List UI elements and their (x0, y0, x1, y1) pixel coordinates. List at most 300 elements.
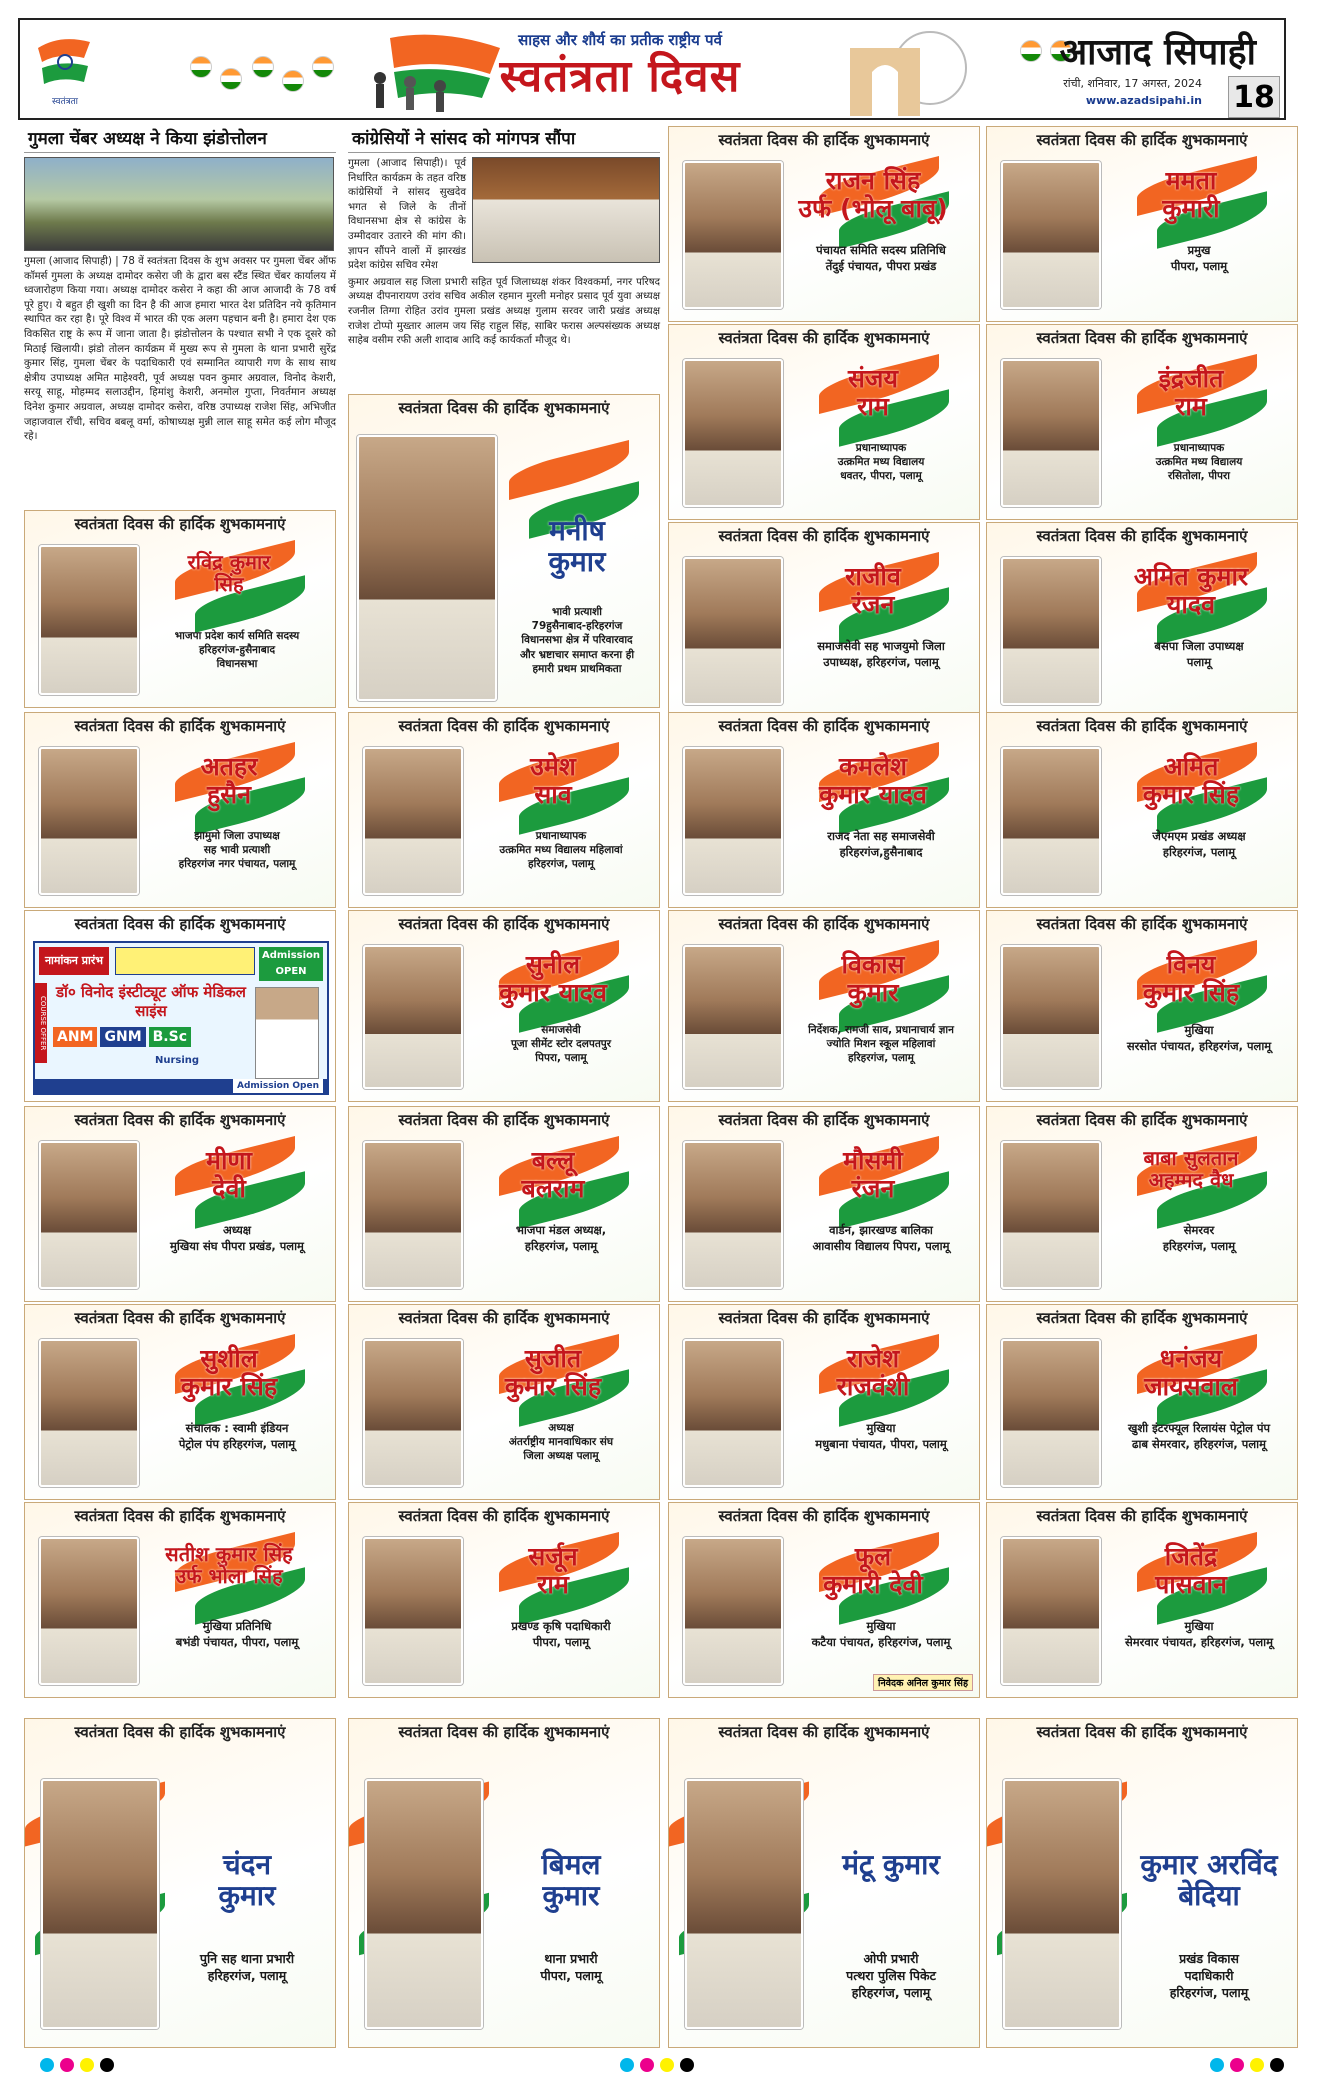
person-name-line1: अमित कुमार (1133, 562, 1249, 591)
designation-line: विधानसभा (216, 658, 258, 671)
person-photo (39, 1339, 139, 1487)
ad-greeting: स्वतंत्रता दिवस की हार्दिक शुभकामनाएं (74, 915, 286, 933)
person-photo (1001, 1141, 1101, 1289)
person-name-line1: सुनील (525, 950, 581, 979)
person-designation (785, 441, 977, 484)
person-photo (363, 1537, 463, 1685)
person-designation (1103, 1421, 1295, 1452)
greeting-ad (668, 324, 980, 520)
person-photo (1001, 557, 1101, 705)
person-name-line1: मीणा (206, 1146, 252, 1175)
registration-mark (640, 2058, 654, 2072)
designation-line: सेमरवर (1183, 1223, 1215, 1237)
designation-line: उत्क्रमित मध्य विद्यालय महिलावां (499, 844, 623, 857)
ad-greeting: स्वतंत्रता दिवस की हार्दिक शुभकामनाएं (398, 1111, 610, 1129)
person-photo (683, 945, 783, 1089)
person-designation (1103, 1023, 1295, 1054)
ad-greeting: स्वतंत्रता दिवस की हार्दिक शुभकामनाएं (718, 329, 930, 347)
person-designation (465, 1223, 657, 1254)
registration-mark (1230, 2058, 1244, 2072)
person-photo (1001, 747, 1101, 895)
logo-text: स्वतंत्रता (51, 97, 79, 107)
person-photo (683, 1339, 783, 1487)
greeting-ad (348, 1502, 660, 1698)
designation-line: राजद नेता सह समाजसेवी (827, 829, 935, 843)
person-designation (1103, 441, 1295, 484)
designation-line: 79हुसैनाबाद-हरिहरगंज (531, 620, 623, 633)
person-name (483, 1849, 659, 1912)
greeting-ad (24, 712, 336, 908)
person-name (773, 1147, 973, 1203)
person-name (129, 551, 329, 596)
designation-line: प्रखंड विकास (1179, 1951, 1239, 1966)
designation-line: उपाध्यक्ष, हरिहरगंज, पलामू (823, 654, 939, 669)
person-name-line2: राम (1175, 392, 1207, 421)
greeting-ad (348, 1304, 660, 1500)
designation-line: हरिहरगंज, पलामू (207, 1967, 287, 1983)
ad-greeting: स्वतंत्रता दिवस की हार्दिक शुभकामनाएं (398, 399, 610, 417)
person-designation (1103, 243, 1295, 274)
designation-line: अध्यक्ष (222, 1223, 252, 1237)
designation-line: मुखिया संघ पीपरा प्रखंड, पलामू (170, 1238, 304, 1253)
person-name-line1: फूल (854, 1542, 892, 1571)
person-designation (141, 829, 333, 872)
person-name-line2: सिंह (214, 572, 244, 597)
institute-banner: नामांकन प्रारंभ (39, 947, 109, 975)
person-photo (1001, 359, 1101, 507)
person-name-line1: सुजीत (524, 1344, 582, 1373)
registration-mark (660, 2058, 674, 2072)
person-name-line1: बिमल (541, 1848, 601, 1881)
greeting-ad (986, 1304, 1298, 1500)
person-name (1091, 365, 1291, 421)
person-designation (1123, 1951, 1295, 2002)
registration-mark (1250, 2058, 1264, 2072)
ad-greeting: स्वतंत्रता दिवस की हार्दिक शुभकामनाएं (74, 1111, 286, 1129)
ad-greeting: स्वतंत्रता दिवस की हार्दिक शुभकामनाएं (1036, 1111, 1248, 1129)
ad-greeting: स्वतंत्रता दिवस की हार्दिक शुभकामनाएं (1036, 1309, 1248, 1327)
designation-line: आवासीय विद्यालय पिपरा, पलामू (812, 1238, 950, 1253)
person-name-line2: कुमार यादव (499, 978, 607, 1007)
person-name (1091, 1147, 1291, 1192)
person-name-line2: बेदिया (1178, 1879, 1240, 1913)
designation-line: ओपी प्रभारी (863, 1951, 919, 1966)
designation-line: वार्डन, झारखण्ड बालिका (829, 1223, 933, 1237)
ad-greeting: स्वतंत्रता दिवस की हार्दिक शुभकामनाएं (718, 1111, 930, 1129)
person-name-line1: राजीव (845, 562, 901, 591)
person-photo (1001, 161, 1101, 309)
designation-line: पुनि सह थाना प्रभारी (199, 1951, 295, 1966)
person-name-line1: विनय (1166, 950, 1216, 979)
ad-greeting: स्वतंत्रता दिवस की हार्दिक शुभकामनाएं (718, 915, 930, 933)
designation-line: सरसोत पंचायत, हरिहरगंज, पलामू (1126, 1038, 1272, 1053)
designation-line: पीपरा, पलामू (1170, 258, 1228, 273)
course-list (53, 1027, 191, 1047)
person-name-line1: रविंद्र कुमार (187, 550, 271, 574)
designation-line: भाजपा मंडल अध्यक्ष, (515, 1223, 607, 1237)
ad-greeting: स्वतंत्रता दिवस की हार्दिक शुभकामनाएं (718, 1723, 930, 1741)
article-headline: गुमला चेंबर अध्यक्ष ने किया झंडोत्तोलन (24, 126, 336, 153)
person-name-line2: कुमार (847, 978, 899, 1007)
masthead-title: स्वतंत्रता दिवस (499, 51, 741, 102)
greeting-ad (24, 1106, 336, 1302)
person-designation (141, 1619, 333, 1650)
greeting-ad (986, 1106, 1298, 1302)
designation-line: प्रमुख (1187, 243, 1211, 257)
greeting-ad (668, 910, 980, 1102)
person-name (453, 1147, 653, 1203)
designation-line: हरिहरगंज, पलामू (848, 1052, 914, 1065)
person-name-line2: यादव (1166, 590, 1216, 619)
ad-greeting: स्वतंत्रता दिवस की हार्दिक शुभकामनाएं (1036, 1723, 1248, 1741)
person-name-line1: बल्लू (531, 1146, 575, 1175)
person-name-line1: संजय (848, 364, 898, 393)
institute-ad (24, 910, 336, 1102)
person-designation (1103, 639, 1295, 670)
person-designation (785, 1023, 977, 1066)
person-name (803, 1849, 979, 1880)
course-badge: B.Sc (149, 1027, 191, 1047)
person-photo (685, 1779, 803, 2029)
greeting-ad (24, 1502, 336, 1698)
person-name-line2: उर्फ भोला सिंह (175, 1564, 283, 1589)
person-designation (785, 639, 977, 670)
course-badge: GNM (100, 1027, 145, 1047)
greeting-ad (986, 910, 1298, 1102)
person-designation (485, 1951, 657, 1985)
person-name (129, 1345, 329, 1401)
person-name-line2: कुमार सिंह (1142, 978, 1240, 1007)
course-badge: Nursing (155, 1055, 200, 1066)
person-photo (363, 747, 463, 895)
course-badge: ANM (53, 1027, 97, 1047)
designation-line: खुशी इंटरफ्यूल रिलायंस पेट्रोल पंप (1127, 1421, 1271, 1435)
person-name (453, 1543, 653, 1599)
person-name (773, 1345, 973, 1401)
designation-line: पंचायत समिति सदस्य प्रतिनिधि (816, 243, 946, 257)
designation-line: भाजपा प्रदेश कार्य समिति सदस्य (174, 630, 300, 642)
admission-badge: Admission OPEN (259, 947, 323, 981)
person-designation (465, 1421, 657, 1464)
person-photo (357, 435, 497, 701)
designation-line: पेट्रोल पंप हरिहरगंज, पलामू (178, 1436, 296, 1451)
person-designation (499, 605, 655, 676)
registration-mark (620, 2058, 634, 2072)
person-name-line1: मौसमी (843, 1146, 903, 1175)
person-designation (141, 1421, 333, 1452)
person-name-line2: कुमारी देवी (823, 1570, 923, 1599)
designation-line: पलामू (1186, 654, 1212, 669)
designation-line: जेएमएम प्रखंड अध्यक्ष (1152, 829, 1246, 843)
person-name-line1: सतीश कुमार सिंह (165, 1542, 293, 1566)
ad-greeting: स्वतंत्रता दिवस की हार्दिक शुभकामनाएं (718, 131, 930, 149)
person-name-line2: पासवान (1155, 1570, 1227, 1599)
person-designation (785, 243, 977, 274)
person-name-line1: सुशील (200, 1344, 258, 1373)
designation-line: हरिहरगंज, पलामू (1162, 1238, 1236, 1253)
ad-greeting: स्वतंत्रता दिवस की हार्दिक शुभकामनाएं (74, 515, 286, 533)
person-name-line1: विकास (841, 950, 905, 979)
greeting-ad (668, 1304, 980, 1500)
designation-line: ढाब सेमरवार, हरिहरगंज, पलामू (1132, 1436, 1266, 1451)
person-name (497, 515, 657, 578)
designation-line: मधुबाना पंचायत, पीपरा, पलामू (815, 1436, 947, 1451)
designation-line: प्रधानाध्यापक (1173, 442, 1225, 454)
person-designation (805, 1951, 977, 2002)
greeting-ad (986, 1718, 1298, 2048)
registration-mark (40, 2058, 54, 2072)
person-name (1091, 1543, 1291, 1599)
designation-line: और भ्रष्टाचार समाप्त करना ही (519, 648, 635, 661)
person-designation (785, 1421, 977, 1452)
person-name-line2: कुमार (542, 1879, 600, 1913)
designation-line: पत्थरा पुलिस पिकेट (846, 1967, 936, 1983)
greeting-ad (986, 1502, 1298, 1698)
article-photo (24, 157, 334, 251)
flag-balloon-icon (190, 56, 212, 78)
article-body: गुमला (आजाद सिपाही) | 78 वें स्वतंत्रता दिवस के शुभ अवसर पर गुमला चेंबर ऑफ कॉमर्स गुमला के अध्यक्ष दामोदर कसेरा जी के द्वारा बस स्टैंड स्थित चेंबर कार्यालय में ध्वजारोहण किया गया। अध्यक्ष दामोदर कसेरा ने कहा की आज आजादी के 78 वर्ष पूरे हुए। ये बहुत ही खुशी का दिन है की आज हमारा भारत देश प्रतिदिन नये कृतिमान स्थापित कर रहा है। पूरे विश्व में भारत की एक अलग पहचान बनी है। हमारा देश एक विकसित राष्ट्र के रूप में जाना जाता है। झंडोत्तोलन के पश्चात सभी ने एक दूसरे को मिठाई खिलायी। झंडो तोलन कार्यक्रम में मुख्य रूप से गुमला के थाना प्रभारी सुरेंद्र कुमार सिंह, गुमला चेंबर के पदाधिकारी एवं सम्मानित व्यापारी गण के साथ साथ क्षेत्रीय उपाध्यक्ष अमित माहेश्वरी, पूर्व अध्यक्ष पवन कुमार अग्रवाल, विनोद केशरी, सरयू साहू, मोहम्मद सलाउद्दीन, हिमांशु केशरी, अनमोल गुप्ता, निवर्तमान अध्यक्ष दिनेश कुमार अग्रवाल, अध्यक्ष दामोदर कसेरा, वरिष्ठ उपाध्यक्ष राजेश सिंह, अभिजीत जहाजवाल राँची, सचिव बबलू वर्मा, कोषाध्यक्ष मुन्नी लाल साहू समेत कई लोग मौजूद रहे। (24, 256, 336, 443)
person-photo (683, 747, 783, 895)
person-name-line2: राम (857, 392, 889, 421)
person-name-line2: जायसवाल (1144, 1372, 1238, 1401)
greeting-ad (24, 1304, 336, 1500)
person-name-line1: मंटू कुमार (842, 1848, 940, 1881)
article-body: कुमार अग्रवाल सह जिला प्रभारी सहित पूर्व जिलाध्यक्ष शंकर विश्वकर्मा, नगर परिषद अध्यक्ष दीपनारायण उरांव सचिव अकील रहमान मुरली मनोहर प्रसाद पूर्व युवा अध्यक्ष रजनील तिग्गा रोहित उरांव गुमला प्रखंड अध्यक्ष गुलाम सरवर जारी प्रखंड अध्यक्ष राजेश टोप्पो मुख्तार आलम जय सिंह राहुल सिंह, साबिर फरास अल्पसंख्यक अध्यक्ष साहेब वसीम रफी अली शादाब आदि कई कार्यकर्ता मौजूद थे। (348, 276, 660, 347)
ad-greeting: स्वतंत्रता दिवस की हार्दिक शुभकामनाएं (398, 717, 610, 735)
masthead-center (360, 24, 880, 118)
ad-greeting: स्वतंत्रता दिवस की हार्दिक शुभकामनाएं (398, 1507, 610, 1525)
person-name-line2: कुमार सिंह (504, 1372, 602, 1401)
ad-greeting: स्वतंत्रता दिवस की हार्दिक शुभकामनाएं (1036, 717, 1248, 735)
greeting-ad (348, 712, 660, 908)
ad-greeting: स्वतंत्रता दिवस की हार्दिक शुभकामनाएं (1036, 131, 1248, 149)
person-name (1121, 1849, 1297, 1912)
person-photo (683, 1537, 783, 1685)
person-photo (683, 359, 783, 507)
ad-greeting: स्वतंत्रता दिवस की हार्दिक शुभकामनाएं (718, 1507, 930, 1525)
greeting-ad (668, 1502, 980, 1698)
person-name (129, 1147, 329, 1203)
designation-line: समाजसेवी (541, 1024, 581, 1036)
masthead (18, 18, 1286, 120)
designation-line: पूजा सीमेंट स्टोर दलपतपुर (510, 1038, 612, 1051)
person-name-line2: अहम्मद वैध (1148, 1168, 1234, 1193)
greeting-ad (24, 510, 336, 708)
person-name-line2: कुमार यादव (819, 780, 927, 809)
designation-line: धवतर, पीपरा, पलामू (840, 470, 922, 483)
person-name-line2: रंजन (851, 1174, 895, 1203)
registration-mark (680, 2058, 694, 2072)
ad-greeting: स्वतंत्रता दिवस की हार्दिक शुभकामनाएं (398, 1723, 610, 1741)
person-photo (683, 557, 783, 705)
person-name-line1: ममता (1165, 166, 1217, 195)
designation-line: हरिहरगंज-हुसैनाबाद (198, 644, 276, 657)
designation-line: मुखिया (866, 1619, 896, 1633)
person-designation (785, 1223, 977, 1254)
person-designation (1103, 829, 1295, 860)
person-name (1091, 1345, 1291, 1401)
greeting-ad (986, 126, 1298, 322)
person-photo (1003, 1779, 1121, 2029)
designation-line: ज्योति मिशन स्कूल महिलावां (826, 1038, 936, 1051)
person-name-line1: चंदन (222, 1848, 272, 1881)
advertiser-credit: निवेदक अनिल कुमार सिंह (873, 1674, 973, 1691)
person-designation (141, 1223, 333, 1254)
ad-greeting: स्वतंत्रता दिवस की हार्दिक शुभकामनाएं (718, 527, 930, 545)
person-name (773, 365, 973, 421)
person-designation (161, 1951, 333, 1985)
designation-line: बसपा जिला उपाध्यक्ष (1154, 639, 1244, 653)
person-name-line2: राम (537, 1570, 569, 1599)
ad-greeting: स्वतंत्रता दिवस की हार्दिक शुभकामनाएं (74, 1723, 286, 1741)
page-number: 18 (1228, 76, 1280, 118)
person-name (773, 1543, 973, 1599)
person-photo (1001, 945, 1101, 1089)
person-name-line2: बलराम (521, 1174, 585, 1203)
ad-greeting: स्वतंत्रता दिवस की हार्दिक शुभकामनाएं (718, 717, 930, 735)
designation-line: अध्यक्ष (548, 1422, 574, 1434)
person-name-line2: हुसैन (206, 780, 252, 809)
article-lead: गुमला (आजाद सिपाही)। पूर्व निर्धारित कार्यक्रम के तहत वरिष्ठ कांग्रेसियों ने सांसद सुखदेव भगत से जिले के तीनों विधानसभा क्षेत्र से कांग्रेस के उम्मीदवार उतारने की मांग की। ज्ञापन सौंपने वालों में झारखंड प्रदेश कांग्रेस सचिव रमेश (348, 158, 466, 272)
designation-line: हरिहरगंज, पलामू (1169, 1984, 1249, 2000)
designation-line: हरिहरगंज, पलामू (524, 1238, 598, 1253)
person-name-line2: देवी (212, 1174, 246, 1203)
person-photo (363, 1141, 463, 1289)
designation-line: सेमरवार पंचायत, हरिहरगंज, पलामू (1124, 1634, 1273, 1649)
designation-line: प्रधानाध्यापक (535, 830, 587, 842)
designation-line: रसितोला, पीपरा (1168, 470, 1230, 483)
flag-balloon-icon (252, 56, 274, 78)
person-name (1091, 753, 1291, 809)
designation-line: बभंडी पंचायत, पीपरा, पलामू (175, 1634, 299, 1649)
designation-line: सह भावी प्रत्याशी (203, 844, 271, 857)
person-photo (1001, 1339, 1101, 1487)
registration-mark (100, 2058, 114, 2072)
greeting-ad (986, 324, 1298, 520)
designation-line: मुखिया (866, 1421, 896, 1435)
registration-mark (80, 2058, 94, 2072)
person-name (453, 753, 653, 809)
news-article-congress-memo (348, 126, 660, 388)
flag-balloon-icon (220, 68, 242, 90)
person-photo (363, 945, 463, 1089)
designation-line: समाजसेवी सह भाजयुमो जिला (817, 639, 945, 653)
designation-line: संचालक : स्वामी इंडियन (185, 1421, 289, 1435)
person-designation (1103, 1223, 1295, 1254)
person-name-line2: साव (534, 780, 572, 809)
person-name (773, 563, 973, 619)
person-designation (465, 1619, 657, 1650)
person-designation (785, 1619, 977, 1650)
person-photo (363, 1339, 463, 1487)
designation-line: उत्क्रमित मध्य विद्यालय (1155, 456, 1243, 469)
person-name-line1: उमेश (530, 752, 576, 781)
greeting-ad (986, 522, 1298, 718)
designation-line: प्रखण्ड कृषि पदाधिकारी (511, 1619, 611, 1633)
person-name (773, 167, 973, 223)
flag-balloon-icon (282, 70, 304, 92)
person-name-line1: राजन सिंह (825, 166, 921, 195)
registration-mark (1210, 2058, 1224, 2072)
person-name-line1: जितेंद्र (1164, 1542, 1218, 1571)
ad-greeting: स्वतंत्रता दिवस की हार्दिक शुभकामनाएं (74, 717, 286, 735)
ad-greeting: स्वतंत्रता दिवस की हार्दिक शुभकामनाएं (1036, 1507, 1248, 1525)
greeting-ad (348, 1106, 660, 1302)
person-name (1091, 951, 1291, 1007)
ad-greeting: स्वतंत्रता दिवस की हार्दिक शुभकामनाएं (398, 1309, 610, 1327)
institute-name: डॉ० विनोद इंस्टीट्यूट ऑफ मेडिकल साइंस (56, 983, 246, 1020)
ad-greeting: स्वतंत्रता दिवस की हार्दिक शुभकामनाएं (1036, 527, 1248, 545)
article-headline: कांग्रेसियों ने सांसद को मांगपत्र सौंपा (348, 126, 660, 153)
designation-line: मुखिया (1184, 1619, 1214, 1633)
greeting-ad (668, 1106, 980, 1302)
designation-line: पदाधिकारी (1184, 1967, 1234, 1983)
greeting-ad (986, 712, 1298, 908)
person-name-line1: अतहर (200, 752, 258, 781)
website-link[interactable]: www.azadsipahi.in (1085, 94, 1202, 107)
person-name (159, 1849, 335, 1912)
designation-line: हरिहरगंज,हुसैनाबाद (839, 844, 923, 859)
flag-balloon-icon (1020, 40, 1042, 62)
person-designation (785, 829, 977, 860)
greeting-ad (348, 394, 660, 708)
article-photo (472, 157, 660, 263)
person-designation (141, 629, 333, 672)
greeting-ad (24, 1718, 336, 2048)
designation-line: मुखिया (1184, 1023, 1214, 1037)
dateline: रांची, शनिवार, 17 अगस्त, 2024 (1063, 77, 1202, 90)
ad-greeting: स्वतंत्रता दिवस की हार्दिक शुभकामनाएं (398, 915, 610, 933)
registration-mark (1270, 2058, 1284, 2072)
person-photo (39, 1141, 139, 1289)
person-name-line1: कुमार अरविंद (1140, 1848, 1278, 1881)
person-name (1091, 563, 1291, 619)
designation-line: हरिहरगंज, पलामू (1162, 844, 1236, 859)
ad-greeting: स्वतंत्रता दिवस की हार्दिक शुभकामनाएं (74, 1309, 286, 1327)
designation-line: हरिहरगंज नगर पंचायत, पलामू (178, 858, 296, 871)
greeting-ad (348, 1718, 660, 2048)
designation-line: हरिहरगंज, पलामू (528, 858, 594, 871)
newspaper-name: आजाद सिपाही (1059, 32, 1256, 73)
india-gate-illustration (810, 28, 990, 116)
doctor-photo (255, 987, 319, 1079)
news-article-gumla-chamber (24, 126, 336, 498)
masthead-tagline: साहस और शौर्य का प्रतीक राष्ट्रीय पर्व (518, 31, 722, 49)
person-name-line1: मनीष (549, 514, 605, 547)
greeting-ad (668, 1718, 980, 2048)
designation-line: पीपरा, पलामू (540, 1967, 602, 1983)
registration-mark (60, 2058, 74, 2072)
person-name (129, 753, 329, 809)
person-name (453, 1345, 653, 1401)
designation-line: झामुमो जिला उपाध्यक्ष (194, 830, 280, 842)
person-name (1091, 167, 1291, 223)
greeting-ad (668, 126, 980, 322)
person-photo (39, 1537, 139, 1685)
person-name-line1: बाबा सुलतान (1143, 1146, 1239, 1170)
person-name-line1: इंद्रजीत (1158, 364, 1224, 393)
person-name-line2: कुमार (548, 545, 606, 579)
greeting-ad (348, 910, 660, 1102)
person-photo (683, 1141, 783, 1289)
admission-footer: Admission Open (233, 1079, 323, 1093)
person-name-line1: कमलेश (838, 752, 908, 781)
person-name-line2: रंजन (851, 590, 895, 619)
masthead-logo (30, 28, 100, 112)
person-name (773, 951, 973, 1007)
person-photo (365, 1779, 483, 2029)
designation-line: हमारी प्रथम प्राथमिकता (532, 662, 622, 675)
